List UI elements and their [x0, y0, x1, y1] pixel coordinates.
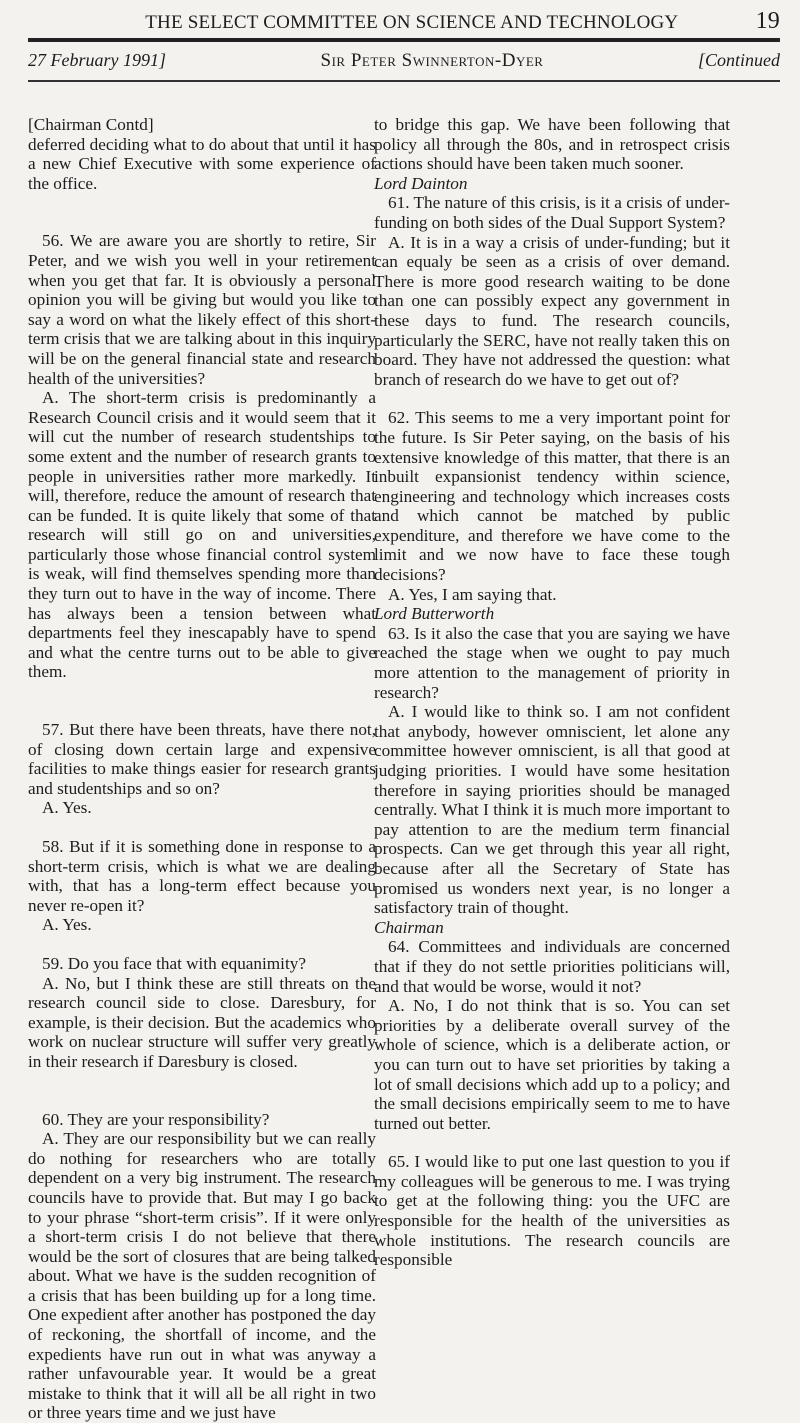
answer-61: A. It is in a way a crisis of under-funding; but it can equaly be seen as a crisis of over demand. There is more good research waiting to be done than one can possibly expect any government in these days to fund. The research councils, particularly the SERC, have not really taken this on board. They have not addressed the question: what branch of research do we have to get out of?	[374, 232, 730, 389]
page-number: 19	[755, 8, 780, 34]
page-header	[28, 8, 780, 82]
section-heading-lord-butterworth: Lord Butterworth	[374, 604, 495, 624]
section-heading-chairman: Chairman	[374, 917, 444, 937]
sub-header	[28, 50, 780, 72]
witness-name: Sir Peter Swinnerton-Dyer	[320, 50, 544, 71]
running-head	[28, 8, 780, 35]
question-62: 62. This seems to me a very important point for the future. Is Sir Peter saying, on the basis of his extensive knowledge of this matter, that there is an inbuilt expansionist tendency within science, engineering and technology which increases costs and which cannot be matched by public expenditure, and therefore we have come to the limit and we now have to face these tough decisions?	[374, 408, 730, 585]
right-column	[374, 115, 730, 1270]
question-60: 60. They are your responsibility?	[42, 1109, 270, 1129]
answer-62: A. Yes, I am saying that.	[388, 584, 557, 604]
publication-title: THE SELECT COMMITTEE ON SCIENCE AND TECHNOLOGY	[145, 12, 679, 33]
question-56: 56. We are aware you are shortly to retire, Sir Peter, and we wish you well in your retirement when you get that far. It is obviously a personal opinion you will be giving but would you like to say a word on what the likely effect of this short-term crisis that we are talking about in this inquiry will be on the general financial state and research health of the universities?	[28, 231, 376, 388]
question-61: 61. The nature of this crisis, is it a crisis of under-funding on both sides of the Dual Support System?	[374, 193, 730, 232]
question-58: 58. But if it is something done in response to a short-term crisis, which is what we are dealing with, that has a long-term effect because you never re-open it?	[28, 837, 376, 915]
answer-58: A. Yes.	[42, 915, 92, 935]
question-59: 59. Do you face that with equanimity?	[42, 953, 306, 973]
answer-57: A. Yes.	[42, 798, 92, 818]
paragraph: deferred deciding what to do about that until it has a new Chief Executive with some experience of the office.	[28, 134, 376, 193]
answer-56: A. The short-term crisis is predominantly a Research Council crisis and it would seem that it will cut the number of research studentships to some extent and the number of research grants to people in universities rather more markedly. It will, therefore, reduce the amount of research that can be funded. It is quite likely that some of that research will still go on and universities, particularly those whose financial control system is weak, will find themselves spending more than they turn out to have in the way of income. There has always been a tension between what departments feel they inescapably have to spend and what the centre turns out to be able to give them.	[28, 388, 376, 682]
answer-60: A. They are our responsibility but we can really do nothing for researchers who are totally dependent on a very big instrument. The research councils have to provide that. But may I go back to your phrase “short-term crisis”. If it were only a short-term crisis I do not believe that there would be the sort of closures that are being talked about. What we have is the sudden recognition of a crisis that has been building up for a long time. One expedient after another has postponed the day of reckoning, the shortfall of income, and the expedients have run out in what was anyway a rather unfavourable year. It would be a great mistake to think that it will all be all right in two or three years time and we just have	[28, 1129, 376, 1423]
chairman-heading: [Chairman Contd]	[28, 115, 154, 134]
question-65: 65. I would like to put one last question to you if my colleagues will be generous to me. I was trying to get at the following thing: you the UFC are responsible for the health of the universities as whole institutions. The research councils are responsible	[374, 1152, 730, 1270]
session-date: 27 February 1991]	[28, 50, 166, 70]
section-heading-lord-dainton: Lord Dainton	[374, 173, 468, 193]
continued-label: [Continued	[697, 50, 780, 70]
paragraph: to bridge this gap. We have been following that policy all through the 80s, and in retrospect crisis actions should have been taken much sooner.	[374, 115, 730, 174]
question-57: 57. But there have been threats, have there not, of closing down certain large and expensive facilities to make things easier for research grants and studentships and so on?	[28, 720, 376, 798]
question-64: 64. Committees and individuals are concerned that if they do not settle priorities politicians will, and that would be worse, would it not?	[374, 937, 730, 996]
header-rule	[28, 38, 780, 42]
left-column	[28, 115, 376, 1423]
subheader-rule	[28, 80, 780, 82]
answer-63: A. I would like to think so. I am not confident that anybody, however omniscient, let alone any committee however omniscient, is all that good at judging priorities. I would have some hesitation therefore in saying priorities should be managed centrally. What I think it is much more important to pay attention to are the medium term financial prospects. Can we get through this year all right, because after all the Secretary of State has promised us wonders next year, is no longer a satisfactory train of thought.	[374, 702, 730, 918]
answer-64: A. No, I do not think that is so. You can set priorities by a deliberate overall survey of the whole of science, which is a deliberate action, or you can turn out to have set priorities by taking a lot of small decisions which add up to a policy; and the small decisions empirically seem to me to have turned out better.	[374, 996, 730, 1133]
answer-59: A. No, but I think these are still threats on the research council side to close. Daresbury, for example, is their decision. But the academics who work on nuclear structure will suffer very greatly in their research if Daresbury is closed.	[28, 973, 376, 1071]
question-63: 63. Is it also the case that you are saying we have reached the stage when we ought to pay much more attention to the management of priority in research?	[374, 623, 730, 702]
